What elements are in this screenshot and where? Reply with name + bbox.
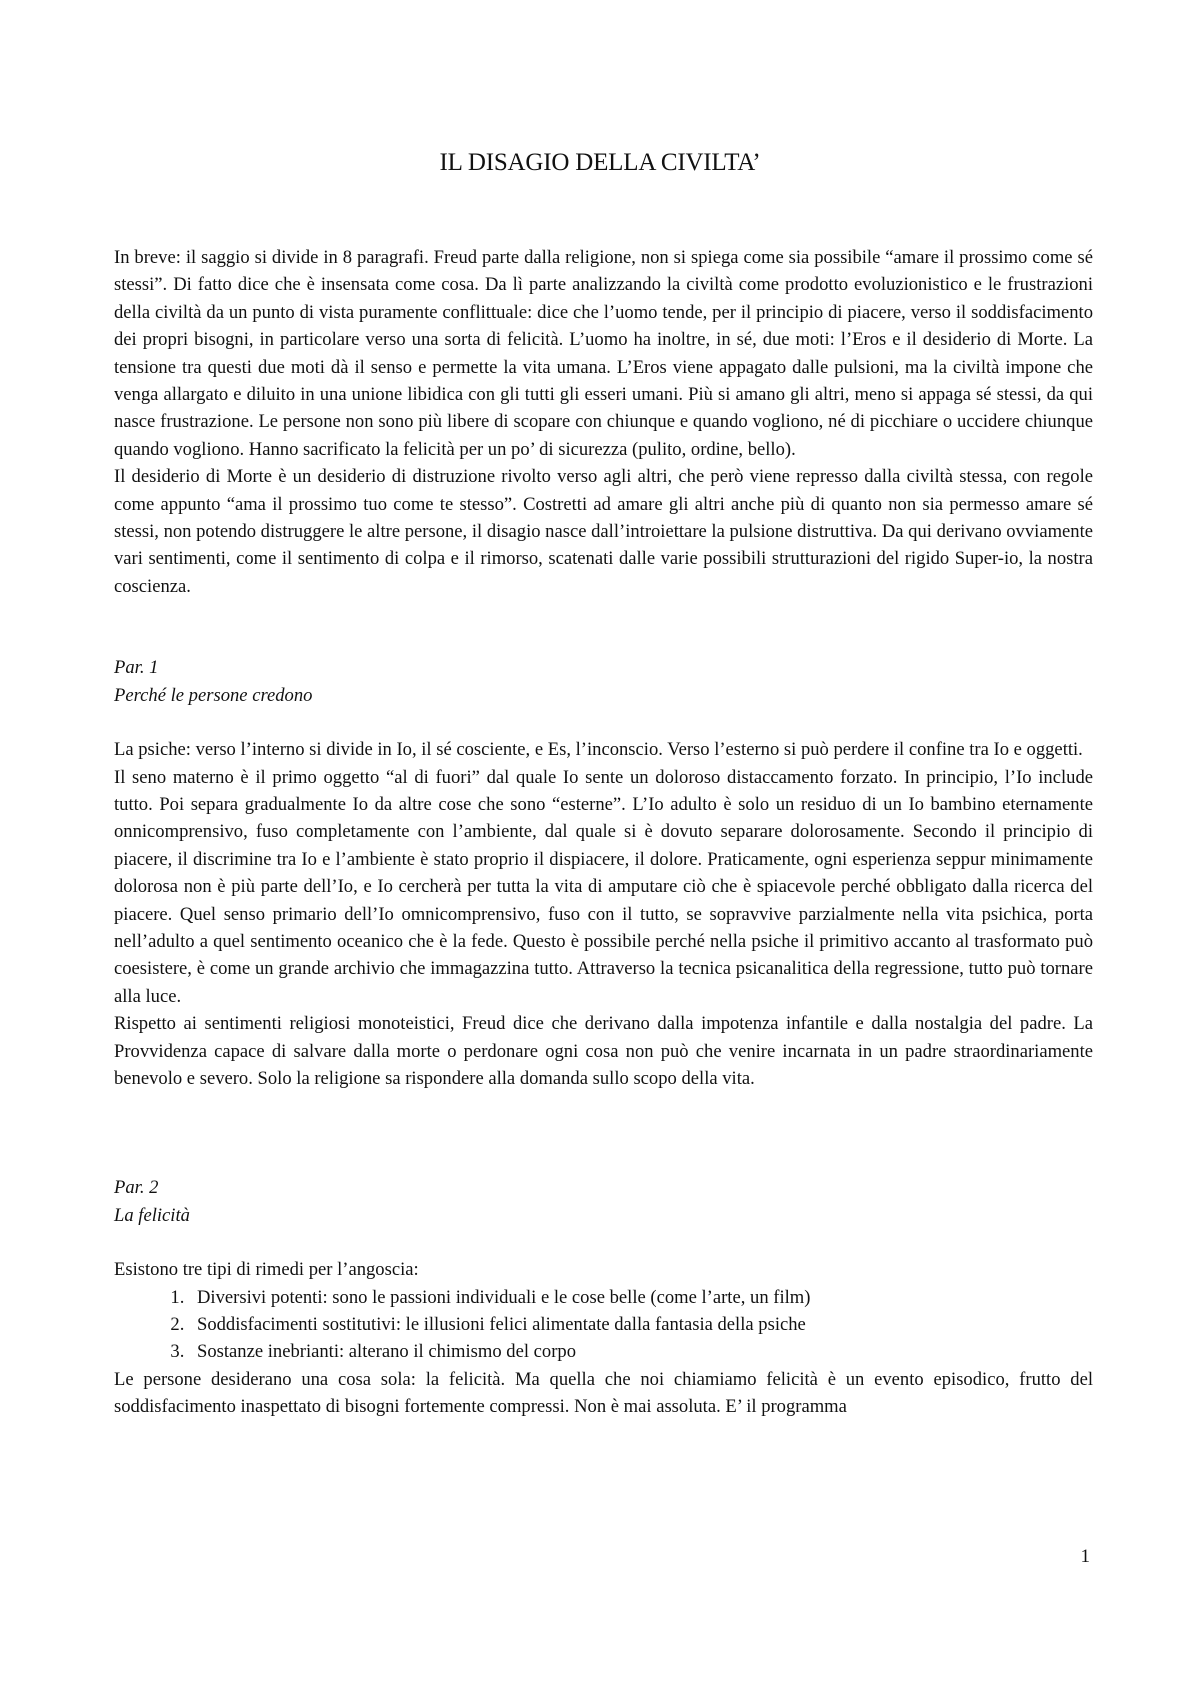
section-1-paragraph-2: Il seno materno è il primo oggetto “al di fuori” dal quale Io sente un doloroso distaccamento forzato. In principio, l’Io include tutto. Poi separa gradualmente Io da altre cose che sono “esterne”. L’Io adulto è solo un residuo di un Io bambino eternamente onnicomprensivo, fuso completamente con l’ambiente, dal quale si è dovuto separare dolorosamente. Secondo il principio di piacere, il discrimine tra Io e l’ambiente è stato proprio il dispiacere, il dolore. Praticamente, ogni esperienza seppur minimamente dolorosa non è più parte dell’Io, e Io cercherà per tutta la vita di amputare ciò che è spiacevole perché obbligato dalla ricerca del piacere. Quel senso primario dell’Io omnicomprensivo, fuso con il tutto, se sopravvive parzialmente nella vita psichica, porta nell’adulto a quel sentimento oceanico che è la fede. Questo è possibile perché nella psiche il primitivo accanto al trasformato può coesistere, è come un grande archivio che immagazzina tutto. Attraverso la tecnica psicanalitica della regressione, tutto può tornare alla luce. bbox=[114, 766, 1093, 1007]
section-1-subtitle: Perché le persone credono bbox=[114, 684, 313, 706]
document-body bbox=[114, 244, 1093, 1421]
section-1-paragraph-3: Rispetto ai sentimenti religiosi monoteistici, Freud dice che derivano dalla impotenza infantile e dalla nostalgia del padre. La Provvidenza capace di salvare dalla morte o perdonare ogni cosa non può che venire incarnata in un padre straordinariamente benevolo e severo. Solo la religione sa rispondere alla domanda sullo scopo della vita. bbox=[114, 1013, 1093, 1089]
section-2-subtitle: La felicità bbox=[114, 1204, 190, 1226]
intro-paragraph-1: In breve: il saggio si divide in 8 paragrafi. Freud parte dalla religione, non si spiega come sia possibile “amare il prossimo come sé stessi”. Di fatto dice che è insensata come cosa. Da lì parte analizzando la civiltà come prodotto evoluzionistico e le frustrazioni della civiltà da un punto di vista puramente conflittuale: dice che l’uomo tende, per il principio di piacere, verso il soddisfacimento dei propri bisogni, in particolare verso una sorta di felicità. L’uomo ha inoltre, in sé, due moti: l’Eros e il desiderio di Morte. La tensione tra questi due moti dà il senso e permette la vita umana. L’Eros viene appagato dalle pulsioni, ma la civiltà impone che venga allargato e diluito in una unione libidica con gli tutti gli esseri umani. Più si amano gli altri, meno si appaga sé stessi, da qui nasce frustrazione. Le persone non sono più libere di scopare con chiunque e quando vogliono, né di picchiare o uccidere chiunque quando vogliono. Hanno sacrificato la felicità per un po’ di sicurezza (pulito, ordine, bello). bbox=[114, 247, 1093, 460]
section-2-label: Par. 2 bbox=[114, 1177, 159, 1199]
section-1-paragraph-1: La psiche: verso l’interno si divide in Io, il sé cosciente, e Es, l’inconscio. Verso l’esterno si può perdere il confine tra Io e oggetti. bbox=[114, 739, 1083, 761]
section-2-lead: Esistono tre tipi di rimedi per l’angoscia: bbox=[114, 1259, 419, 1281]
section-1-label: Par. 1 bbox=[114, 657, 159, 679]
list-item: 3. Sostanze inebrianti: alterano il chimismo del corpo bbox=[189, 1338, 1093, 1365]
section-2-closing: Le persone desiderano una cosa sola: la felicità. Ma quella che noi chiamiamo felicità è un evento episodico, frutto del soddisfacimento inaspettato di bisogni fortemente compressi. Non è mai assoluta. E’ il programma bbox=[114, 1368, 1093, 1418]
list-item: 1. Diversivi potenti: sono le passioni individuali e le cose belle (come l’arte, un film) bbox=[189, 1284, 1093, 1311]
remedies-list bbox=[114, 1284, 1093, 1366]
document-title: IL DISAGIO DELLA CIVILTA’ bbox=[439, 149, 761, 176]
page-number: 1 bbox=[1080, 1546, 1090, 1567]
list-item: 2. Soddisfacimenti sostitutivi: le illusioni felici alimentate dalla fantasia della psiche bbox=[189, 1311, 1093, 1338]
intro-paragraph-2: Il desiderio di Morte è un desiderio di distruzione rivolto verso agli altri, che però viene represso dalla civiltà stessa, con regole come appunto “ama il prossimo tuo come te stesso”. Costretti ad amare gli altri anche più di quanto non sia permesso amare sé stessi, non potendo distruggere le altre persone, il disagio nasce dall’introiettare la pulsione distruttiva. Da qui derivano ovviamente vari sentimenti, come il sentimento di colpa e il rimorso, scatenati dalle varie possibili strutturazioni del rigido Super-io, la nostra coscienza. bbox=[114, 466, 1094, 597]
